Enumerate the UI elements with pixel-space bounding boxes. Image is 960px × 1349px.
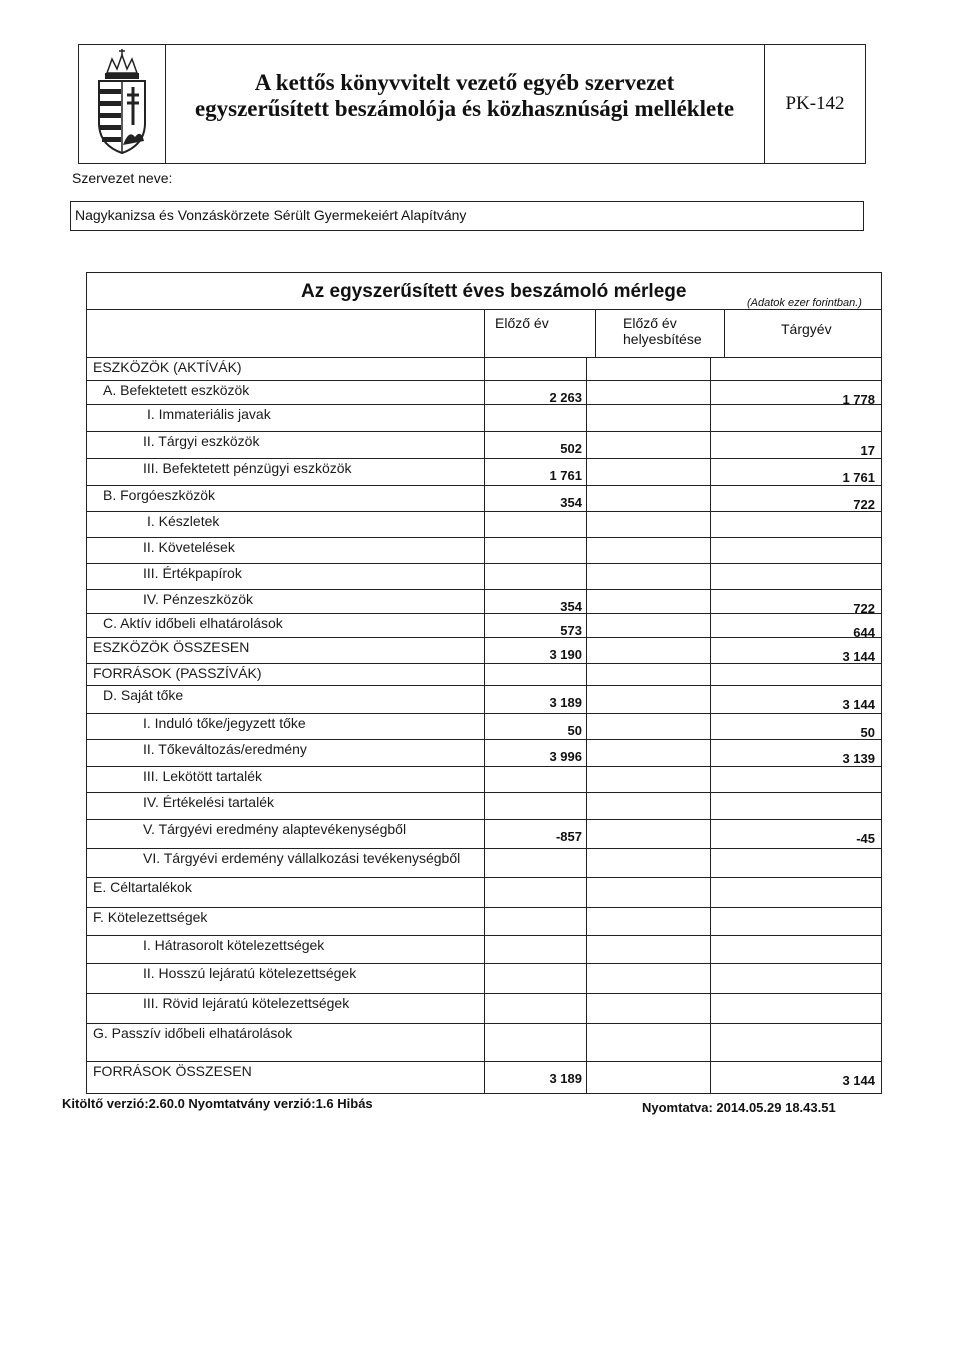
row-label: FORRÁSOK ÖSSZESEN xyxy=(93,1063,252,1079)
row-divider xyxy=(87,563,881,564)
organization-name: Nagykanizsa és Vonzáskörzete Sérült Gyermekeiért Alapítvány xyxy=(75,207,467,223)
row-label: G. Passzív időbeli elhatárolások xyxy=(93,1025,293,1041)
row-prev-value: 3 996 xyxy=(549,749,582,764)
row-current-value: 50 xyxy=(860,725,875,740)
row-label: FORRÁSOK (PASSZÍVÁK) xyxy=(93,665,262,681)
col-sep xyxy=(724,309,725,357)
row-label: I. Immateriális javak xyxy=(147,406,271,422)
col-prev-adjust-2: helyesbítése xyxy=(623,331,702,347)
coat-of-arms-icon xyxy=(79,45,165,163)
row-prev-value: 354 xyxy=(560,599,582,614)
row-prev-value: 3 189 xyxy=(549,695,582,710)
row-current-value: 722 xyxy=(853,497,875,512)
row-label: V. Tárgyévi eredmény alaptevékenységből xyxy=(143,821,407,837)
row-label: IV. Pénzeszközök xyxy=(143,591,253,607)
logo-cell xyxy=(79,45,166,163)
form-title-line2: egyszerűsített beszámolója és közhasznúsági melléklete xyxy=(194,96,735,121)
row-label: ESZKÖZÖK ÖSSZESEN xyxy=(93,639,250,655)
row-divider xyxy=(87,637,881,638)
row-divider xyxy=(87,589,881,590)
row-prev-value: -857 xyxy=(555,829,582,844)
col-prev-adjust-1: Előző év xyxy=(623,315,677,331)
row-current-value: 3 144 xyxy=(842,649,875,664)
form-title xyxy=(165,45,765,163)
row-label: II. Követelések xyxy=(143,539,235,555)
form-code: PK-142 xyxy=(785,93,845,114)
row-current-value: -45 xyxy=(856,831,875,846)
row-current-value: 722 xyxy=(853,601,875,616)
row-label: III. Lekötött tartalék xyxy=(143,768,263,784)
row-prev-value: 3 190 xyxy=(549,647,582,662)
row-label: ESZKÖZÖK (AKTÍVÁK) xyxy=(93,359,242,375)
unit-note: (Adatok ezer forintban.) xyxy=(747,297,862,309)
row-current-value: 1 761 xyxy=(842,470,875,485)
row-label: II. Tőkeváltozás/eredmény xyxy=(143,741,307,757)
col-sep xyxy=(710,357,711,1093)
row-label: III. Rövid lejáratú kötelezettségek xyxy=(143,995,350,1011)
header-sep xyxy=(87,309,881,310)
form-title-line1: A kettős könyvvitelt vezető egyéb szervezet xyxy=(254,70,675,95)
row-divider xyxy=(87,663,881,664)
col-prev-year: Előző év xyxy=(495,315,549,331)
row-label: B. Forgóeszközök xyxy=(103,487,216,503)
row-prev-value: 573 xyxy=(560,623,582,638)
row-label: IV. Értékelési tartalék xyxy=(143,794,274,810)
row-divider xyxy=(87,739,881,740)
row-label: E. Céltartalékok xyxy=(93,879,192,895)
form-header xyxy=(78,44,866,164)
row-divider xyxy=(87,380,881,381)
row-divider xyxy=(87,907,881,908)
row-label: I. Induló tőke/jegyzett tőke xyxy=(143,715,306,731)
row-prev-value: 502 xyxy=(560,441,582,456)
col-sep xyxy=(586,357,587,1093)
row-label: F. Kötelezettségek xyxy=(93,909,208,925)
organization-name-field xyxy=(70,201,864,231)
row-current-value: 644 xyxy=(853,625,875,640)
row-label: A. Befektetett eszközök xyxy=(103,382,250,398)
row-label: D. Saját tőke xyxy=(103,687,184,703)
row-divider xyxy=(87,613,881,614)
row-divider xyxy=(87,537,881,538)
col-current-year: Tárgyév xyxy=(781,321,832,337)
row-label: III. Értékpapírok xyxy=(143,565,242,581)
row-current-value: 3 144 xyxy=(842,1073,875,1088)
organization-label: Szervezet neve: xyxy=(72,170,173,186)
col-sep xyxy=(595,309,596,357)
row-divider xyxy=(87,685,881,686)
row-current-value: 1 778 xyxy=(842,392,875,407)
row-label: I. Készletek xyxy=(147,513,220,529)
row-divider xyxy=(87,993,881,994)
balance-title: Az egyszerűsített éves beszámoló mérlege xyxy=(301,281,687,302)
row-divider xyxy=(87,1023,881,1024)
col-sep xyxy=(484,309,485,357)
row-label: II. Tárgyi eszközök xyxy=(143,433,260,449)
row-divider xyxy=(87,877,881,878)
row-prev-value: 2 263 xyxy=(549,390,582,405)
row-current-value: 17 xyxy=(860,443,875,458)
row-label: I. Hátrasorolt kötelezettségek xyxy=(143,937,325,953)
row-divider xyxy=(87,935,881,936)
footer-version: Kitöltő verzió:2.60.0 Nyomtatvány verzió:1.6 Hibás xyxy=(62,1096,373,1111)
row-label: C. Aktív időbeli elhatárolások xyxy=(103,615,283,631)
row-prev-value: 354 xyxy=(560,495,582,510)
row-divider xyxy=(87,766,881,767)
row-current-value: 3 144 xyxy=(842,697,875,712)
footer-printed: Nyomtatva: 2014.05.29 18.43.51 xyxy=(642,1100,836,1115)
row-divider xyxy=(87,713,881,714)
row-divider xyxy=(87,963,881,964)
row-prev-value: 50 xyxy=(567,723,582,738)
row-divider xyxy=(87,848,881,849)
row-divider xyxy=(87,792,881,793)
col-sep xyxy=(484,357,485,1093)
row-divider xyxy=(87,511,881,512)
row-label: VI. Tárgyévi erdemény vállalkozási tevékenységből xyxy=(143,850,461,866)
row-divider xyxy=(87,1061,881,1062)
row-divider xyxy=(87,819,881,820)
row-divider xyxy=(87,458,881,459)
row-prev-value: 3 189 xyxy=(549,1071,582,1086)
row-current-value: 3 139 xyxy=(842,751,875,766)
row-divider xyxy=(87,485,881,486)
row-divider xyxy=(87,404,881,405)
row-prev-value: 1 761 xyxy=(549,468,582,483)
row-label: III. Befektetett pénzügyi eszközök xyxy=(143,460,352,476)
row-label: II. Hosszú lejáratú kötelezettségek xyxy=(143,965,357,981)
balance-sheet xyxy=(86,272,882,1094)
row-divider xyxy=(87,431,881,432)
